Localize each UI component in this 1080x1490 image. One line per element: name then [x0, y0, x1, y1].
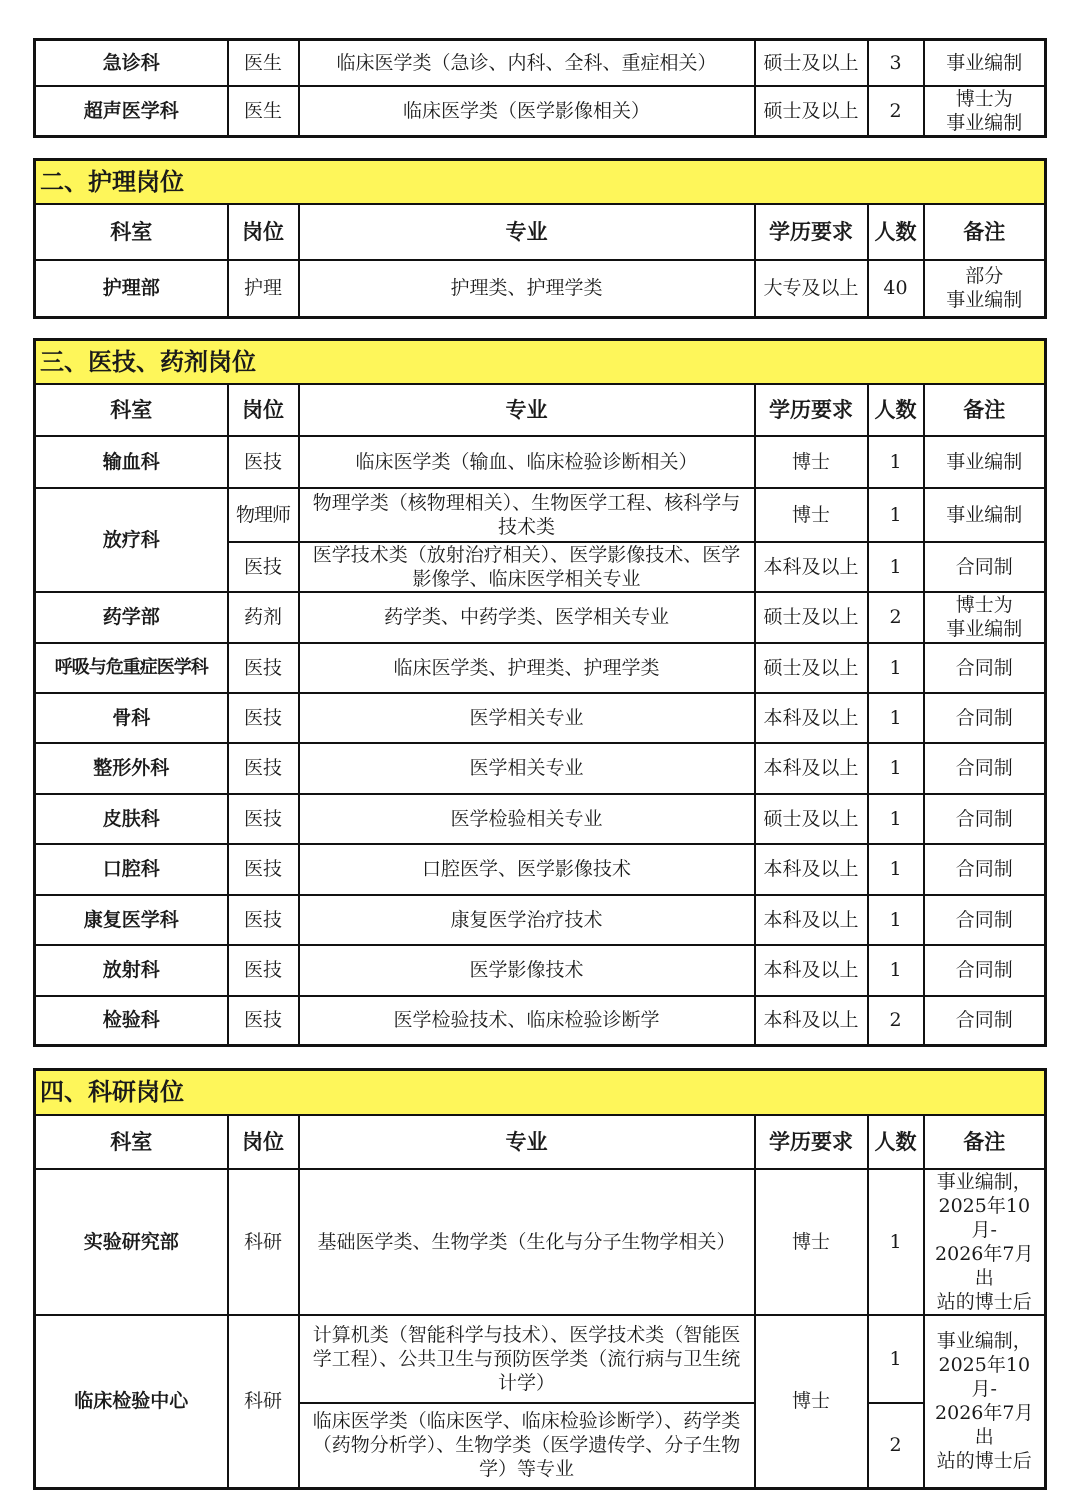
major-cell: 医学检验相关专业 — [299, 794, 755, 844]
edu-cell: 本科及以上 — [755, 743, 868, 794]
count-cell: 1 — [868, 794, 924, 844]
dept-cell: 超声医学科 — [35, 86, 228, 137]
dept-cell: 药学部 — [35, 592, 228, 643]
note-line: 合同制 — [955, 555, 1013, 578]
note-line: 部分 — [965, 265, 1004, 288]
note-cell — [924, 996, 1046, 1046]
table-nursing — [33, 158, 1047, 319]
note-line: 事业编制 — [946, 111, 1023, 134]
count-cell: 40 — [868, 260, 924, 318]
header-note: 备注 — [924, 204, 1046, 260]
dept-cell: 骨科 — [35, 693, 228, 743]
dept-cell: 皮肤科 — [35, 794, 228, 844]
note-cell — [924, 542, 1046, 592]
major-cell: 基础医学类、生物学类（生化与分子生物学相关） — [299, 1169, 755, 1315]
section-title-row — [35, 340, 1046, 384]
note-cell — [924, 693, 1046, 743]
note-cell — [924, 436, 1046, 488]
dept-cell: 口腔科 — [35, 844, 228, 895]
post-cell: 医技 — [228, 743, 299, 794]
post-cell: 科研 — [228, 1169, 299, 1315]
note-line: 2026年7月出 — [935, 1242, 1034, 1289]
edu-cell: 硕士及以上 — [755, 592, 868, 643]
dept-cell: 急诊科 — [35, 40, 228, 86]
header-dept: 科室 — [35, 1115, 228, 1169]
dept-cell: 临床检验中心 — [35, 1315, 228, 1489]
note-line: 合同制 — [955, 757, 1013, 779]
post-cell: 科研 — [228, 1315, 299, 1489]
note-line: 合同制 — [955, 959, 1013, 981]
note-line: 事业编制， — [936, 1330, 1032, 1353]
note-line: 合同制 — [955, 807, 1013, 830]
major-cell: 临床医学类（临床医学、临床检验诊断学）、药学类（药物分析学）、生物学类（医学遗传学、分子生物学）等专业 — [299, 1403, 755, 1489]
count-cell: 1 — [868, 693, 924, 743]
count-cell: 1 — [868, 1169, 924, 1315]
major-cell: 临床医学类（急诊、内科、全科、重症相关） — [299, 40, 755, 86]
header-count: 人数 — [868, 1115, 924, 1169]
major-cell: 口腔医学、医学影像技术 — [299, 844, 755, 895]
note-cell — [924, 643, 1046, 693]
post-cell: 医技 — [228, 643, 299, 693]
header-major: 专业 — [299, 204, 755, 260]
note-cell — [924, 743, 1046, 794]
dept-cell: 护理部 — [35, 260, 228, 318]
note-cell — [924, 895, 1046, 945]
note-cell — [924, 794, 1046, 844]
header-count: 人数 — [868, 204, 924, 260]
major-cell: 医学相关专业 — [299, 693, 755, 743]
count-cell: 1 — [868, 488, 924, 542]
header-note: 备注 — [924, 384, 1046, 436]
major-cell: 药学类、中药学类、医学相关专业 — [299, 592, 755, 643]
count-cell: 1 — [868, 436, 924, 488]
table-top — [33, 38, 1047, 138]
note-line: 合同制 — [955, 1009, 1013, 1032]
note-cell — [924, 86, 1046, 137]
note-line: 站的博士后 — [936, 1290, 1032, 1313]
table-row — [35, 488, 1046, 542]
section-title-row — [35, 1070, 1046, 1115]
header-row — [35, 204, 1046, 260]
count-cell: 1 — [868, 945, 924, 996]
section-title: 三、医技、药剂岗位 — [35, 340, 1046, 384]
dept-cell: 放射科 — [35, 945, 228, 996]
note-cell — [924, 40, 1046, 86]
note-line: 事业编制 — [946, 289, 1023, 312]
table-row — [35, 436, 1046, 488]
section-title: 二、护理岗位 — [35, 160, 1046, 204]
edu-cell: 硕士及以上 — [755, 86, 868, 137]
header-post: 岗位 — [228, 1115, 299, 1169]
dept-cell: 整形外科 — [35, 743, 228, 794]
post-cell: 医技 — [228, 996, 299, 1046]
dept-cell: 输血科 — [35, 436, 228, 488]
table-row — [35, 86, 1046, 137]
major-cell: 康复医学治疗技术 — [299, 895, 755, 945]
header-post: 岗位 — [228, 384, 299, 436]
count-cell: 2 — [868, 86, 924, 137]
header-count: 人数 — [868, 384, 924, 436]
edu-cell: 博士 — [755, 488, 868, 542]
post-cell: 医技 — [228, 945, 299, 996]
table-medtech — [33, 338, 1047, 1047]
header-row — [35, 384, 1046, 436]
dept-cell: 康复医学科 — [35, 895, 228, 945]
header-edu: 学历要求 — [755, 1115, 868, 1169]
count-cell: 2 — [868, 1403, 924, 1489]
edu-cell: 本科及以上 — [755, 996, 868, 1046]
note-line: 事业编制 — [946, 618, 1023, 640]
table-row — [35, 844, 1046, 895]
edu-cell: 博士 — [755, 1169, 868, 1315]
edu-cell: 硕士及以上 — [755, 40, 868, 86]
note-line: 事业编制 — [946, 51, 1023, 74]
header-major: 专业 — [299, 384, 755, 436]
edu-cell: 博士 — [755, 436, 868, 488]
header-row — [35, 1115, 1046, 1169]
count-cell: 1 — [868, 542, 924, 592]
note-cell — [924, 488, 1046, 542]
major-cell: 护理类、护理学类 — [299, 260, 755, 318]
header-note: 备注 — [924, 1115, 1046, 1169]
edu-cell: 大专及以上 — [755, 260, 868, 318]
edu-cell: 本科及以上 — [755, 945, 868, 996]
header-dept: 科室 — [35, 204, 228, 260]
post-cell: 护理 — [228, 260, 299, 318]
edu-cell: 硕士及以上 — [755, 643, 868, 693]
header-dept: 科室 — [35, 384, 228, 436]
note-line: 博士为 — [955, 87, 1013, 110]
header-post: 岗位 — [228, 204, 299, 260]
post-cell: 医技 — [228, 542, 299, 592]
post-cell: 医技 — [228, 436, 299, 488]
post-cell: 医技 — [228, 693, 299, 743]
note-cell — [924, 260, 1046, 318]
note-line: 合同制 — [955, 706, 1013, 729]
major-cell: 医学检验技术、临床检验诊断学 — [299, 996, 755, 1046]
dept-cell: 呼吸与危重症医学科 — [35, 643, 228, 693]
edu-cell: 硕士及以上 — [755, 794, 868, 844]
note-cell — [924, 1315, 1046, 1489]
dept-cell: 检验科 — [35, 996, 228, 1046]
edu-cell: 本科及以上 — [755, 693, 868, 743]
table-row — [35, 693, 1046, 743]
edu-cell: 本科及以上 — [755, 844, 868, 895]
count-cell: 1 — [868, 1315, 924, 1403]
post-cell: 医生 — [228, 86, 299, 137]
table-row — [35, 40, 1046, 86]
note-cell — [924, 844, 1046, 895]
count-cell: 2 — [868, 996, 924, 1046]
note-line: 2026年7月出 — [935, 1402, 1034, 1449]
table-row — [35, 1315, 1046, 1403]
major-cell: 临床医学类（医学影像相关） — [299, 86, 755, 137]
note-line: 2025年10月- — [938, 1194, 1031, 1241]
major-cell: 医学相关专业 — [299, 743, 755, 794]
table-research — [33, 1068, 1047, 1490]
count-cell: 1 — [868, 743, 924, 794]
header-edu: 学历要求 — [755, 204, 868, 260]
count-cell: 3 — [868, 40, 924, 86]
note-cell — [924, 592, 1046, 643]
note-line: 事业编制 — [946, 450, 1023, 473]
note-line: 博士为 — [955, 594, 1013, 616]
section-title: 四、科研岗位 — [35, 1070, 1046, 1115]
note-line: 站的博士后 — [936, 1450, 1032, 1473]
post-cell: 医技 — [228, 794, 299, 844]
post-cell: 医生 — [228, 40, 299, 86]
major-cell: 医学技术类（放射治疗相关）、医学影像技术、医学影像学、临床医学相关专业 — [299, 542, 755, 592]
note-line: 事业编制 — [946, 503, 1023, 526]
note-line: 2025年10月- — [938, 1354, 1031, 1401]
edu-cell: 博士 — [755, 1315, 868, 1489]
count-cell: 1 — [868, 844, 924, 895]
dept-cell: 放疗科 — [35, 488, 228, 592]
dept-cell: 实验研究部 — [35, 1169, 228, 1315]
count-cell: 1 — [868, 643, 924, 693]
major-cell: 物理学类（核物理相关）、生物医学工程、核科学与技术类 — [299, 488, 755, 542]
note-cell — [924, 1169, 1046, 1315]
major-cell: 医学影像技术 — [299, 945, 755, 996]
post-cell: 医技 — [228, 895, 299, 945]
table-row — [35, 1169, 1046, 1315]
post-cell: 物理师 — [228, 488, 299, 542]
table-row — [35, 643, 1046, 693]
table-row — [35, 592, 1046, 643]
edu-cell: 本科及以上 — [755, 895, 868, 945]
edu-cell: 本科及以上 — [755, 542, 868, 592]
table-row — [35, 743, 1046, 794]
post-cell: 医技 — [228, 844, 299, 895]
major-cell: 计算机类（智能科学与技术）、医学技术类（智能医学工程）、公共卫生与预防医学类（流行病与卫生统计学） — [299, 1315, 755, 1403]
section-title-row — [35, 160, 1046, 204]
table-row — [35, 895, 1046, 945]
note-line: 事业编制， — [936, 1170, 1032, 1193]
header-edu: 学历要求 — [755, 384, 868, 436]
table-row — [35, 794, 1046, 844]
note-line: 合同制 — [955, 656, 1013, 679]
header-major: 专业 — [299, 1115, 755, 1169]
count-cell: 2 — [868, 592, 924, 643]
major-cell: 临床医学类、护理类、护理学类 — [299, 643, 755, 693]
note-cell — [924, 945, 1046, 996]
note-line: 合同制 — [955, 858, 1013, 880]
table-row — [35, 996, 1046, 1046]
major-cell: 临床医学类（输血、临床检验诊断相关） — [299, 436, 755, 488]
table-row — [35, 260, 1046, 318]
count-cell: 1 — [868, 895, 924, 945]
post-cell: 药剂 — [228, 592, 299, 643]
note-line: 合同制 — [955, 908, 1013, 931]
table-row — [35, 945, 1046, 996]
